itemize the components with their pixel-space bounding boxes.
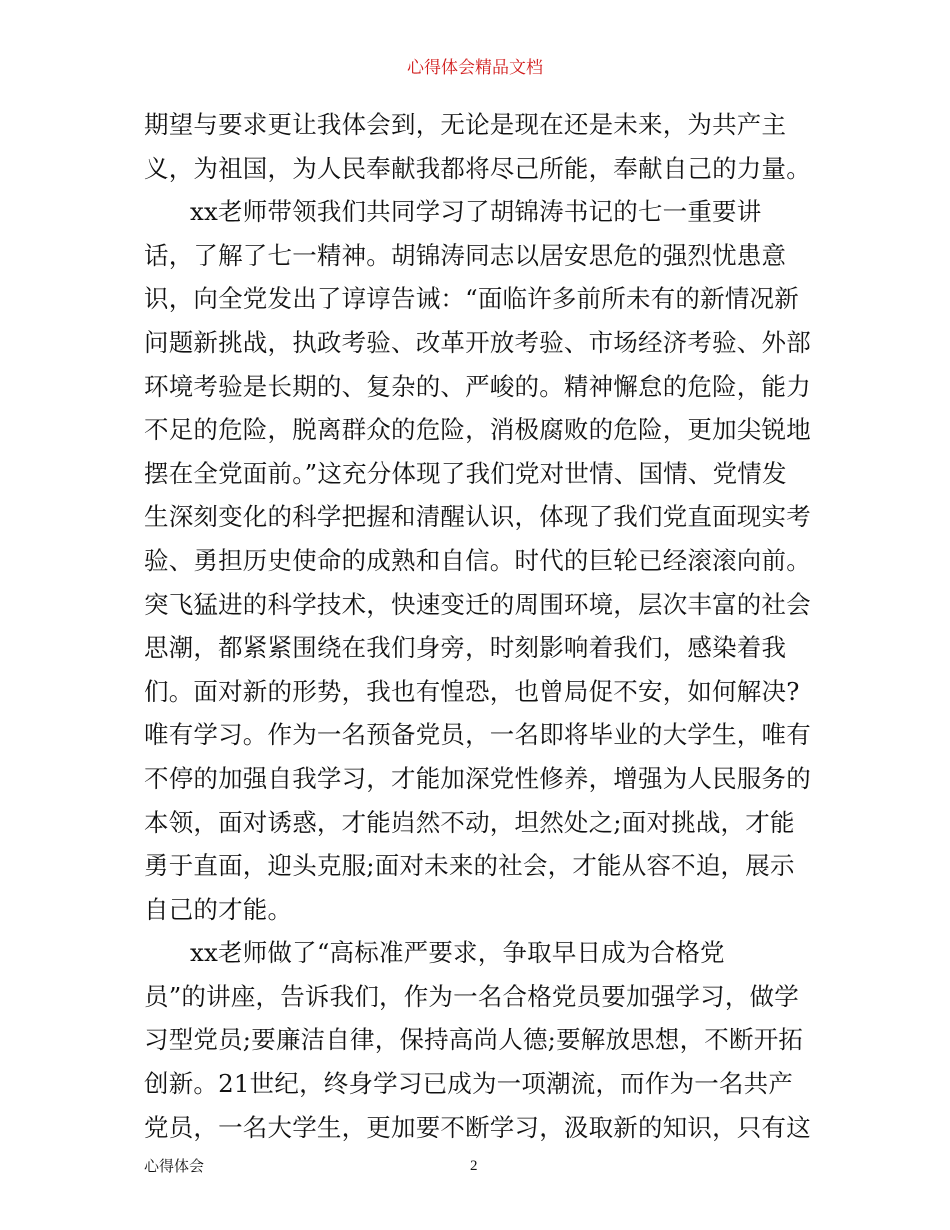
page-number: 2 [470,1158,478,1174]
text-line: 自己的才能。 [144,894,293,924]
footer-label: 心得体会 [144,1157,205,1175]
text-line: 识，向全党发出了谆谆告诫：“面临许多前所未有的新情况新 [144,284,799,314]
text-line: 唯有学习。作为一名预备党员，一名即将毕业的大学生，唯有 [144,720,811,750]
text-line: 话，了解了七一精神。胡锦涛同志以居安思危的强烈忧患意 [144,240,787,270]
page-header-title: 心得体会精品文档 [407,58,543,78]
text-line-paragraph-start: xx老师带领我们共同学习了胡锦涛书记的七一重要讲 [190,197,762,227]
text-line: 勇于直面，迎头克服;面对未来的社会，才能从容不迫，展示 [144,851,795,881]
text-line: 突飞猛进的科学技术，快速变迁的周围环境，层次丰富的社会 [144,589,811,619]
text-line: 本领，面对诱惑，才能岿然不动，坦然处之;面对挑战，才能 [144,807,795,837]
text-line: 期望与要求更让我体会到，无论是现在还是未来，为共产主 [144,110,787,139]
text-line: 不足的危险，脱离群众的危险，消极腐败的危险，更加尖锐地 [144,415,811,445]
text-line: 生深刻变化的科学把握和清醒认识，体现了我们党直面现实考 [144,502,811,532]
text-line: 们。面对新的形势，我也有惶恐，也曾局促不安，如何解决? [144,676,800,706]
text-line: 员”的讲座，告诉我们，作为一名合格党员要加强学习，做学 [144,981,799,1011]
text-line: 摆在全党面前。”这充分体现了我们党对世情、国情、党情发 [144,458,787,488]
text-line: 验、勇担历史使命的成熟和自信。时代的巨轮已经滚滚向前。 [144,545,811,575]
text-line: 党员，一名大学生，更加要不断学习，汲取新的知识，只有这 [144,1112,811,1142]
text-line: 习型党员;要廉洁自律，保持高尚人德;要解放思想，不断开拓 [144,1025,804,1055]
document-body [144,103,816,1149]
text-line: 问题新挑战，执政考验、改革开放考验、市场经济考验、外部 [144,327,811,357]
text-line: 创新。21世纪，终身学习已成为一项潮流，而作为一名共产 [144,1069,794,1099]
text-line: 不停的加强自我学习，才能加深党性修养，增强为人民服务的 [144,763,811,793]
text-line: 环境考验是长期的、复杂的、严峻的。精神懈怠的危险，能力 [144,371,811,401]
text-line: 义，为祖国，为人民奉献我都将尽己所能，奉献自己的力量。 [144,153,811,183]
text-line: 思潮，都紧紧围绕在我们身旁，时刻影响着我们，感染着我 [144,633,787,663]
text-line-paragraph-start: xx老师做了“高标准严要求，争取早日成为合格党 [190,938,725,968]
